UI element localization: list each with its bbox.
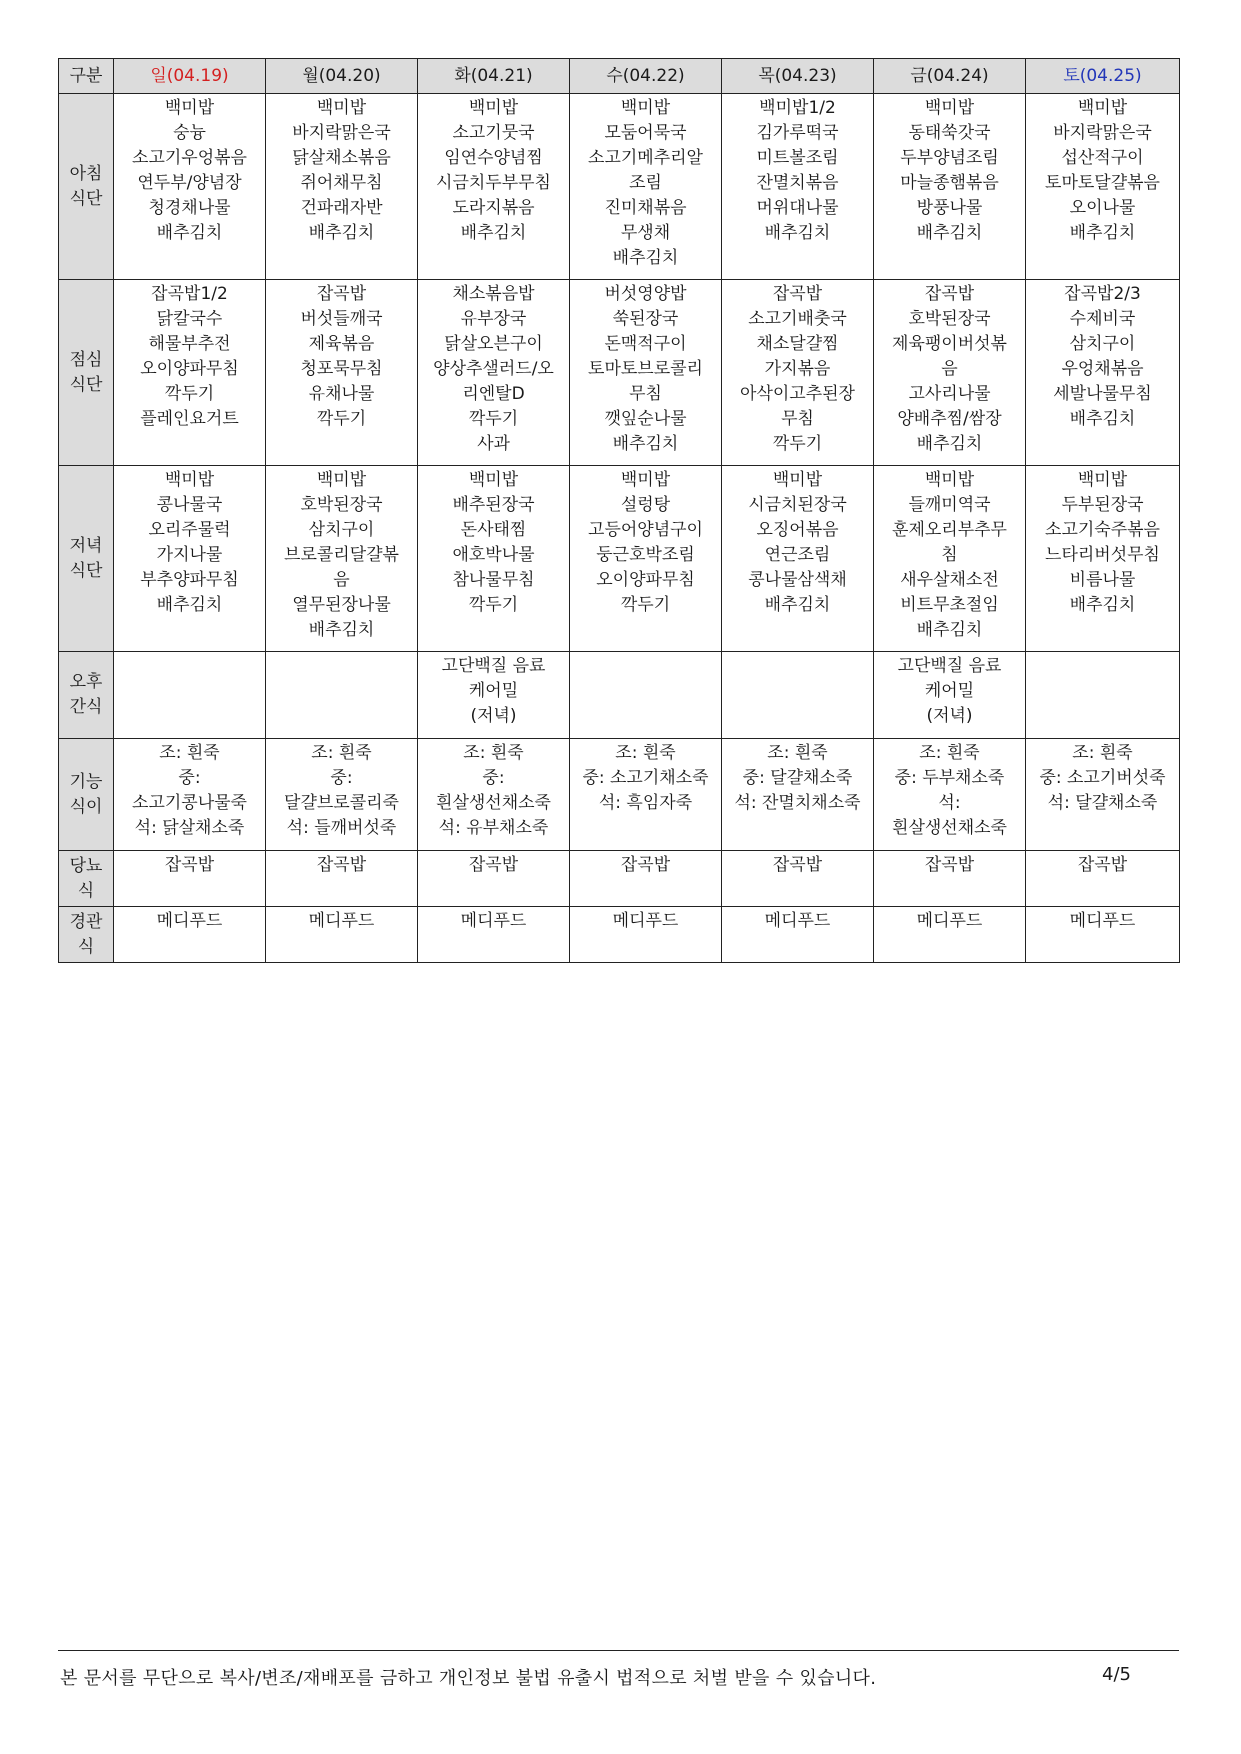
row-label-text: 식 [77, 936, 95, 957]
menu-item: 백미밥1/2 [759, 98, 836, 118]
menu-item: 훈제오리부추무 [892, 520, 1007, 540]
menu-cell-lunch-tue [418, 280, 570, 466]
menu-item: 조: 흰죽 [1072, 743, 1133, 763]
menu-cell-breakfast-sat [1026, 94, 1180, 280]
menu-cell-breakfast-thu [722, 94, 874, 280]
menu-item: 마늘종햄볶음 [900, 173, 999, 193]
menu-item: 오이양파무침 [596, 570, 695, 590]
menu-item: 애호박나물 [452, 545, 535, 565]
menu-item: 석: 달걀채소죽 [1047, 793, 1158, 813]
menu-item: 중: 소고기버섯죽 [1039, 768, 1166, 788]
menu-item: 채소달걀찜 [756, 334, 839, 354]
menu-cell-dinner-wed [570, 466, 722, 652]
menu-item: (저녁) [470, 706, 517, 726]
menu-cell-diabetic-diet-mon [266, 851, 418, 907]
menu-cell-tube-feeding-thu [722, 907, 874, 963]
menu-item: 중: [178, 768, 201, 788]
menu-item: 소고기숙주볶음 [1045, 520, 1160, 540]
menu-cell-functional-diet-mon [266, 739, 418, 851]
menu-item: 소고기뭇국 [452, 123, 535, 143]
menu-item: 백미밥 [468, 470, 519, 490]
menu-item: 케어밀 [924, 681, 975, 701]
row-label-text: 저녁 [69, 535, 103, 556]
menu-item: 깍두기 [316, 409, 367, 429]
meal-row-diabetic-diet [59, 851, 1180, 907]
menu-cell-tube-feeding-sun [114, 907, 266, 963]
menu-item: 달걀브로콜리죽 [284, 793, 399, 813]
menu-item: 오이양파무침 [140, 359, 239, 379]
footer-divider [58, 1650, 1179, 1651]
menu-item: 배추김치 [460, 223, 527, 243]
menu-item: 배추김치 [1069, 595, 1136, 615]
menu-item: 배추김치 [1069, 409, 1136, 429]
menu-item: 석: 들깨버섯죽 [286, 818, 397, 838]
row-label-text: 기능 [69, 771, 103, 792]
menu-item: 배추김치 [1069, 223, 1136, 243]
page-number: 4/5 [1102, 1664, 1131, 1685]
header-day-sat: 토(04.25) [1026, 59, 1180, 94]
menu-item: 김가루떡국 [756, 123, 839, 143]
menu-item: 들깨미역국 [908, 495, 991, 515]
menu-item: 아삭이고추된장 [740, 384, 855, 404]
menu-item: 케어밀 [468, 681, 519, 701]
menu-item: 채소볶음밥 [452, 284, 535, 304]
menu-item: 백미밥 [924, 98, 975, 118]
menu-item: 소고기우엉볶음 [132, 148, 247, 168]
menu-cell-diabetic-diet-tue [418, 851, 570, 907]
menu-item: 청경채나물 [148, 198, 231, 218]
menu-item: 새우살채소전 [900, 570, 999, 590]
menu-cell-tube-feeding-sat [1026, 907, 1180, 963]
menu-item: 돈사태찜 [460, 520, 527, 540]
menu-item: 깍두기 [468, 409, 519, 429]
menu-cell-functional-diet-thu [722, 739, 874, 851]
row-label-breakfast [59, 94, 114, 280]
menu-item: 백미밥 [924, 470, 975, 490]
row-label-text: 식단 [69, 374, 103, 395]
menu-item: (저녁) [926, 706, 973, 726]
menu-cell-lunch-sat [1026, 280, 1180, 466]
menu-item: 백미밥 [316, 98, 367, 118]
menu-cell-breakfast-tue [418, 94, 570, 280]
menu-item: 섭산적구이 [1061, 148, 1144, 168]
menu-item: 잡곡밥 [468, 855, 519, 875]
menu-cell-breakfast-mon [266, 94, 418, 280]
menu-item: 우엉채볶음 [1061, 359, 1144, 379]
menu-item: 흰살생선채소죽 [436, 793, 551, 813]
menu-item: 잡곡밥1/2 [151, 284, 228, 304]
menu-cell-lunch-wed [570, 280, 722, 466]
menu-item: 석: [938, 793, 961, 813]
menu-item: 메디푸드 [916, 911, 983, 931]
menu-item: 고단백질 음료 [441, 656, 546, 676]
menu-item: 열무된장나물 [292, 595, 391, 615]
menu-item: 가지볶음 [764, 359, 831, 379]
row-label-text: 오후 [69, 672, 103, 692]
menu-item: 버섯들깨국 [300, 309, 383, 329]
footer-notice: 본 문서를 무단으로 복사/변조/재배포를 금하고 개인정보 불법 유출시 법적으로 처벌 받을 수 있습니다. [60, 1668, 877, 1689]
menu-item: 음 [941, 359, 958, 379]
menu-cell-dinner-fri [874, 466, 1026, 652]
menu-cell-dinner-sat [1026, 466, 1180, 652]
menu-cell-dinner-sun [114, 466, 266, 652]
menu-cell-tube-feeding-tue [418, 907, 570, 963]
menu-cell-snack-fri [874, 652, 1026, 739]
menu-item: 삼치구이 [1069, 334, 1136, 354]
menu-item: 플레인요거트 [140, 409, 239, 429]
menu-item: 잡곡밥 [316, 284, 367, 304]
menu-item: 잡곡밥 [1077, 855, 1128, 875]
menu-item: 잡곡밥 [620, 855, 671, 875]
menu-cell-diabetic-diet-fri [874, 851, 1026, 907]
menu-cell-breakfast-fri [874, 94, 1026, 280]
menu-item: 유부장국 [460, 309, 527, 329]
menu-item: 잡곡밥 [924, 855, 975, 875]
meal-row-breakfast [59, 94, 1180, 280]
menu-item: 잡곡밥 [164, 855, 215, 875]
menu-cell-lunch-mon [266, 280, 418, 466]
meal-row-snack [59, 652, 1180, 739]
row-label-text: 식 [77, 880, 95, 901]
menu-cell-diabetic-diet-sat [1026, 851, 1180, 907]
menu-item: 깍두기 [772, 434, 823, 454]
menu-item: 석: 잔멸치채소죽 [734, 793, 861, 813]
menu-item: 부추양파무침 [140, 570, 239, 590]
menu-cell-lunch-fri [874, 280, 1026, 466]
row-label-text: 아침 [69, 163, 103, 184]
menu-cell-diabetic-diet-wed [570, 851, 722, 907]
menu-item: 깍두기 [620, 595, 671, 615]
menu-item: 흰살생선채소죽 [892, 818, 1007, 838]
menu-item: 백미밥 [316, 470, 367, 490]
menu-item: 오징어볶음 [756, 520, 839, 540]
menu-item: 토마토브로콜리 [588, 359, 703, 379]
menu-item: 중: 달걀채소죽 [742, 768, 853, 788]
header-day-wed: 수(04.22) [570, 59, 722, 94]
menu-item: 수제비국 [1069, 309, 1136, 329]
menu-item: 연두부/양념장 [137, 173, 242, 193]
menu-item: 배추김치 [612, 434, 679, 454]
menu-item: 닭칼국수 [156, 309, 223, 329]
menu-item: 배추김치 [308, 223, 375, 243]
menu-item: 시금치두부무침 [436, 173, 551, 193]
menu-item: 고사리나물 [908, 384, 991, 404]
menu-item: 유채나물 [308, 384, 375, 404]
menu-item: 백미밥 [772, 470, 823, 490]
menu-item: 숭늉 [173, 123, 206, 143]
menu-cell-breakfast-sun [114, 94, 266, 280]
menu-item: 양배추찜/쌈장 [897, 409, 1002, 429]
menu-item: 배추김치 [612, 248, 679, 268]
menu-item: 백미밥 [1077, 470, 1128, 490]
menu-item: 가지나물 [156, 545, 223, 565]
menu-item: 배추김치 [156, 595, 223, 615]
menu-item: 중: 소고기채소죽 [582, 768, 709, 788]
menu-item: 오이나물 [1069, 198, 1136, 218]
menu-item: 방풍나물 [916, 198, 983, 218]
menu-item: 제육볶음 [308, 334, 375, 354]
menu-cell-functional-diet-sun [114, 739, 266, 851]
menu-cell-snack-sat [1026, 652, 1180, 739]
menu-item: 백미밥 [164, 98, 215, 118]
meal-row-lunch [59, 280, 1180, 466]
menu-item: 메디푸드 [612, 911, 679, 931]
header-day-thu: 목(04.23) [722, 59, 874, 94]
menu-item: 잡곡밥 [772, 855, 823, 875]
menu-cell-dinner-thu [722, 466, 874, 652]
row-label-snack [59, 652, 114, 739]
menu-item: 쥐어채무침 [300, 173, 383, 193]
menu-item: 고등어양념구이 [588, 520, 703, 540]
menu-item: 석: 흑임자죽 [598, 793, 693, 813]
meal-row-dinner [59, 466, 1180, 652]
menu-item: 머위대나물 [756, 198, 839, 218]
menu-item: 호박된장국 [908, 309, 991, 329]
menu-item: 깍두기 [164, 384, 215, 404]
menu-item: 해물부추전 [148, 334, 231, 354]
menu-item: 돈맥적구이 [604, 334, 687, 354]
menu-item: 배추김치 [156, 223, 223, 243]
menu-cell-functional-diet-tue [418, 739, 570, 851]
menu-item: 오리주물럭 [148, 520, 231, 540]
menu-item: 배추김치 [308, 620, 375, 640]
menu-item: 닭살오븐구이 [444, 334, 543, 354]
menu-item: 고단백질 음료 [897, 656, 1002, 676]
menu-item: 삼치구이 [308, 520, 375, 540]
menu-item: 버섯영양밥 [604, 284, 687, 304]
header-row [59, 59, 1180, 94]
menu-item: 콩나물국 [156, 495, 223, 515]
menu-item: 무생채 [620, 223, 671, 243]
row-label-tube-feeding [59, 907, 114, 963]
menu-item: 토마토달걀볶음 [1045, 173, 1160, 193]
row-label-text: 식단 [69, 560, 103, 581]
menu-item: 잡곡밥2/3 [1064, 284, 1141, 304]
menu-item: 느타리버섯무침 [1045, 545, 1160, 565]
menu-item: 메디푸드 [308, 911, 375, 931]
menu-cell-snack-thu [722, 652, 874, 739]
menu-item: 조: 흰죽 [767, 743, 828, 763]
menu-item: 참나물무침 [452, 570, 535, 590]
menu-cell-snack-sun [114, 652, 266, 739]
menu-item: 콩나물삼색채 [748, 570, 847, 590]
menu-item: 배추된장국 [452, 495, 535, 515]
menu-item: 건파래자반 [300, 198, 383, 218]
menu-item: 조: 흰죽 [159, 743, 220, 763]
menu-item: 메디푸드 [156, 911, 223, 931]
header-day-mon: 월(04.20) [266, 59, 418, 94]
menu-item: 배추김치 [916, 620, 983, 640]
menu-item: 무침 [781, 409, 814, 429]
menu-item: 닭살채소볶음 [292, 148, 391, 168]
menu-item: 두부된장국 [1061, 495, 1144, 515]
menu-cell-dinner-mon [266, 466, 418, 652]
menu-item: 쑥된장국 [612, 309, 679, 329]
menu-item: 깻잎순나물 [604, 409, 687, 429]
row-label-text: 당뇨 [69, 855, 103, 876]
menu-item: 백미밥 [620, 98, 671, 118]
menu-item: 배추김치 [916, 434, 983, 454]
meal-row-functional-diet [59, 739, 1180, 851]
meal-row-tube-feeding [59, 907, 1180, 963]
menu-item: 소고기메추리알 [588, 148, 703, 168]
menu-item: 소고기콩나물죽 [132, 793, 247, 813]
menu-cell-snack-mon [266, 652, 418, 739]
menu-item: 백미밥 [620, 470, 671, 490]
row-label-text: 식단 [69, 188, 103, 209]
menu-item: 조림 [629, 173, 662, 193]
row-label-text: 식이 [69, 796, 103, 817]
menu-item: 잡곡밥 [924, 284, 975, 304]
menu-item: 침 [941, 545, 958, 565]
menu-item: 시금치된장국 [748, 495, 847, 515]
menu-item: 조: 흰죽 [615, 743, 676, 763]
menu-cell-tube-feeding-wed [570, 907, 722, 963]
menu-item: 호박된장국 [300, 495, 383, 515]
menu-cell-functional-diet-fri [874, 739, 1026, 851]
row-label-dinner [59, 466, 114, 652]
menu-cell-diabetic-diet-sun [114, 851, 266, 907]
menu-item: 설렁탕 [620, 495, 671, 515]
header-day-tue: 화(04.21) [418, 59, 570, 94]
menu-item: 메디푸드 [1069, 911, 1136, 931]
menu-item: 중: 두부채소죽 [894, 768, 1005, 788]
menu-item: 조: 흰죽 [311, 743, 372, 763]
menu-item: 둥근호박조림 [596, 545, 695, 565]
header-day-sun: 일(04.19) [114, 59, 266, 94]
menu-item: 동태쑥갓국 [908, 123, 991, 143]
menu-item: 양상추샐러드/오 [433, 359, 554, 379]
weekly-meal-table [58, 58, 1180, 963]
menu-item: 백미밥 [1077, 98, 1128, 118]
menu-item: 중: [482, 768, 505, 788]
menu-item: 음 [333, 570, 350, 590]
row-label-text: 간식 [69, 697, 103, 717]
menu-item: 연근조림 [764, 545, 831, 565]
menu-item: 바지락맑은국 [292, 123, 391, 143]
menu-item: 미트볼조림 [756, 148, 839, 168]
menu-item: 잡곡밥 [772, 284, 823, 304]
menu-item: 임연수양념찜 [444, 148, 543, 168]
row-label-text: 경관 [69, 911, 103, 932]
row-label-lunch [59, 280, 114, 466]
menu-item: 사과 [477, 434, 510, 454]
menu-item: 배추김치 [916, 223, 983, 243]
menu-item: 잡곡밥 [316, 855, 367, 875]
menu-cell-dinner-tue [418, 466, 570, 652]
menu-item: 잔멸치볶음 [756, 173, 839, 193]
row-label-text: 점심 [69, 349, 103, 370]
menu-cell-functional-diet-wed [570, 739, 722, 851]
menu-item: 석: 유부채소죽 [438, 818, 549, 838]
menu-item: 비름나물 [1069, 570, 1136, 590]
menu-cell-snack-wed [570, 652, 722, 739]
menu-item: 백미밥 [468, 98, 519, 118]
menu-item: 메디푸드 [460, 911, 527, 931]
menu-item: 모둠어묵국 [604, 123, 687, 143]
menu-item: 석: 닭살채소죽 [134, 818, 245, 838]
menu-item: 소고기배춧국 [748, 309, 847, 329]
menu-cell-lunch-thu [722, 280, 874, 466]
menu-item: 청포묵무침 [300, 359, 383, 379]
menu-item: 메디푸드 [764, 911, 831, 931]
menu-item: 배추김치 [764, 223, 831, 243]
menu-item: 바지락맑은국 [1053, 123, 1152, 143]
menu-item: 백미밥 [164, 470, 215, 490]
menu-item: 리엔탈D [462, 384, 525, 404]
header-day-fri: 금(04.24) [874, 59, 1026, 94]
menu-cell-diabetic-diet-thu [722, 851, 874, 907]
menu-item: 진미채볶음 [604, 198, 687, 218]
row-label-diabetic-diet [59, 851, 114, 907]
menu-item: 세발나물무침 [1053, 384, 1152, 404]
menu-item: 조: 흰죽 [919, 743, 980, 763]
header-category-label: 구분 [59, 59, 114, 94]
menu-cell-tube-feeding-fri [874, 907, 1026, 963]
menu-cell-functional-diet-sat [1026, 739, 1180, 851]
menu-item: 중: [330, 768, 353, 788]
menu-item: 브로콜리달걀볶 [284, 545, 399, 565]
menu-item: 무침 [629, 384, 662, 404]
menu-cell-snack-tue [418, 652, 570, 739]
menu-item: 조: 흰죽 [463, 743, 524, 763]
menu-item: 두부양념조림 [900, 148, 999, 168]
menu-cell-tube-feeding-mon [266, 907, 418, 963]
menu-item: 깍두기 [468, 595, 519, 615]
menu-cell-breakfast-wed [570, 94, 722, 280]
menu-item: 비트무초절임 [900, 595, 999, 615]
menu-cell-lunch-sun [114, 280, 266, 466]
menu-item: 도라지볶음 [452, 198, 535, 218]
row-label-functional-diet [59, 739, 114, 851]
menu-item: 제육팽이버섯볶 [892, 334, 1007, 354]
menu-item: 배추김치 [764, 595, 831, 615]
